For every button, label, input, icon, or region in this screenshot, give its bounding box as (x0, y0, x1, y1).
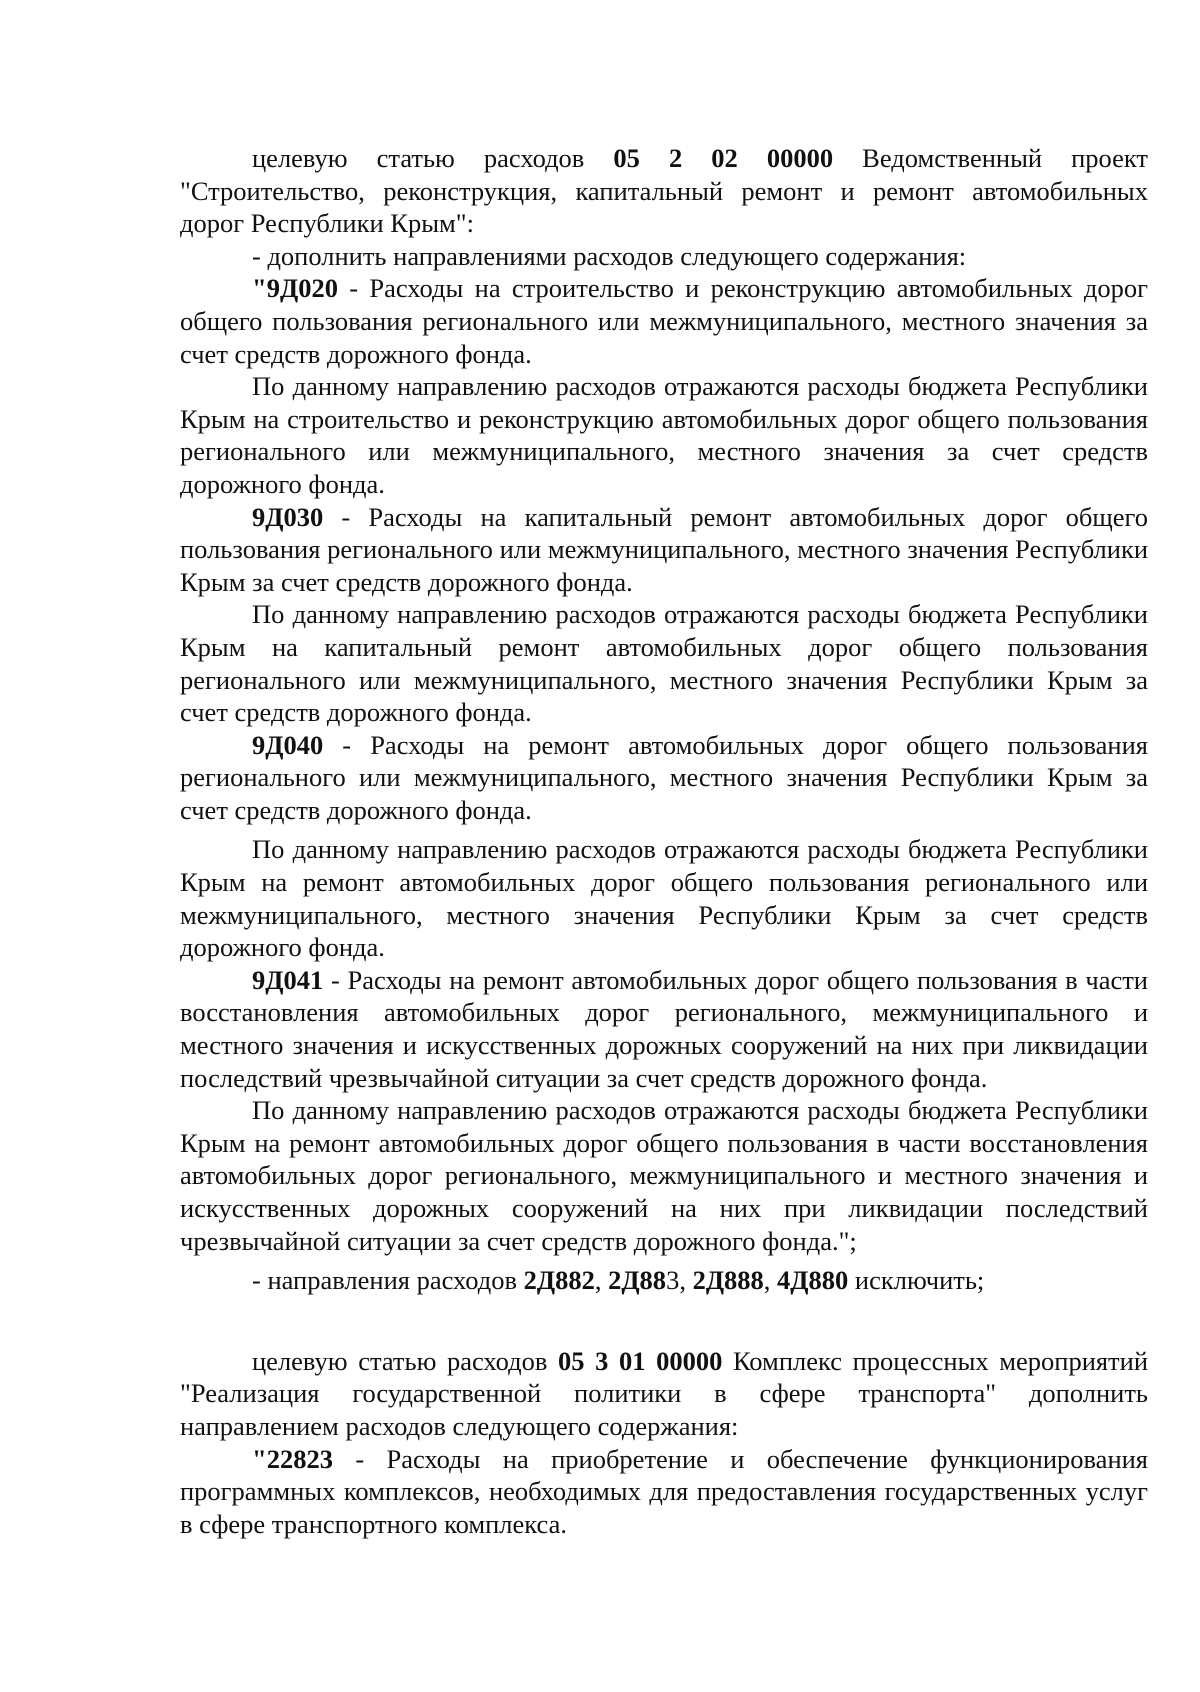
expense-direction-description: По данному направлению расходов отражаются расходы бюджета Республики Крым на капитальный ремонт автомобильных дорог общего пользования регионального или межмуниципального, местного значения Республики Крым за счет средств дорожного фонда. (180, 599, 1148, 728)
expense-code: 9Д040 (252, 729, 324, 760)
instruction-add: - дополнить направлениями расходов следующего содержания: (252, 240, 967, 271)
expense-title: - Расходы на ремонт автомобильных дорог общего пользования регионального или межмуниципального, местного значения Республики Крым за счет средств дорожного фонда. (180, 729, 1148, 825)
expense-title: - Расходы на капитальный ремонт автомобильных дорог общего пользования регионального или межмуниципального, местного значения Республики Крым за счет средств дорожного фонда. (180, 501, 1148, 597)
expense-title: - Расходы на приобретение и обеспечение функционирования программных комплексов, необходимых для предоставления государственных услуг в сфере транспортного комплекса. (180, 1443, 1148, 1539)
expense-code: "22823 (252, 1443, 333, 1474)
target-article-intro-1 (180, 142, 1148, 240)
section-break (180, 1297, 1148, 1345)
expense-direction-description: По данному направлению расходов отражаются расходы бюджета Республики Крым на строительство и реконструкцию автомобильных дорог общего пользования регионального или межмуниципального, местного значения за счет средств дорожного фонда. (180, 371, 1148, 499)
expense-direction-title (180, 729, 1148, 827)
intro-text: целевую статью расходов (252, 143, 614, 173)
intro-text: Комплекс процессных мероприятий "Реализация государственной политики в сфере транспорта" дополнить направлением расходов следующего содержания: (180, 1345, 1149, 1441)
intro-text: целевую статью расходов (252, 1345, 559, 1376)
excluded-code: 2Д88 (608, 1265, 667, 1296)
exclude-directions (180, 1264, 1148, 1297)
expense-code: 9Д041 (252, 964, 324, 995)
excluded-code-tail: 3 (666, 1265, 680, 1296)
expense-direction-description: По данному направлению расходов отражаются расходы бюджета Республики Крым на ремонт автомобильных дорог общего пользования регионального или межмуниципального, местного значения Республики Крым за счет средств дорожного фонда. (180, 834, 1148, 963)
expense-title: - Расходы на ремонт автомобильных дорог общего пользования в части восстановления автомобильных дорог регионального, межмуниципального и местного значения и искусственных дорожных сооружений на них при ликвидации последствий чрезвычайной ситуации за счет средств дорожного фонда. (180, 964, 1148, 1093)
target-article-code: 05 3 01 00000 (558, 1345, 723, 1376)
spacer (180, 1257, 1148, 1264)
excluded-code: 4Д880 (777, 1265, 849, 1296)
spacer (180, 826, 1148, 833)
exclude-text: исключить; (848, 1265, 985, 1296)
expense-title: - Расходы на строительство и реконструкцию автомобильных дорог общего пользования регионального или межмуниципального, местного значения за счет средств дорожного фонда. (180, 273, 1148, 369)
target-article-code: 05 2 02 00000 (613, 143, 834, 173)
expense-code: "9Д020 (252, 273, 338, 304)
separator: , (679, 1265, 693, 1296)
expense-direction-title (180, 1443, 1148, 1541)
excluded-code: 2Д882 (523, 1265, 595, 1296)
expense-direction-title (180, 272, 1148, 370)
separator: , (763, 1265, 778, 1296)
target-article-intro-2 (180, 1345, 1148, 1443)
document-body (180, 142, 1148, 1540)
expense-direction-description: По данному направлению расходов отражаются расходы бюджета Республики Крым на ремонт автомобильных дорог общего пользования в части восстановления автомобильных дорог регионального, межмуниципального и местного значения и искусственных дорожных сооружений на них при ликвидации последствий чрезвычайной ситуации за счет средств дорожного фонда."; (180, 1095, 1148, 1256)
exclude-text: - направления расходов (252, 1265, 524, 1296)
expense-direction-title (180, 501, 1148, 599)
intro-text: Ведомственный проект "Строительство, реконструкция, капитальный ремонт и ремонт автомобильных дорог Республики Крым": (180, 143, 1148, 239)
separator: , (594, 1265, 609, 1296)
excluded-code: 2Д888 (692, 1265, 764, 1296)
expense-direction-title (180, 964, 1148, 1094)
expense-code: 9Д030 (252, 501, 324, 532)
